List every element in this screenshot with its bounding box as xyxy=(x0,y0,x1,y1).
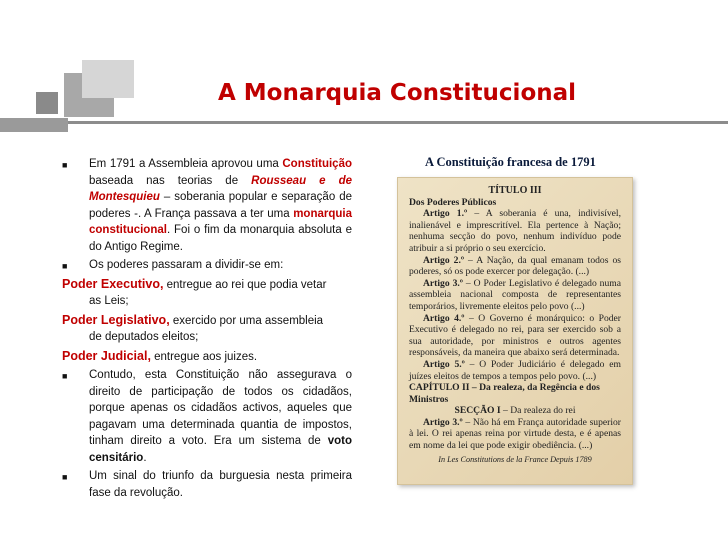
document-caption: A Constituição francesa de 1791 xyxy=(425,155,596,169)
decoration-bar xyxy=(0,118,68,132)
decoration-line xyxy=(68,121,728,124)
bullet-square-icon xyxy=(62,469,72,486)
bullet-bourgeoisie: ■ Um sinal do triunfo da burguesia nesta primeira fase da revolução. xyxy=(62,468,352,501)
doc-chapter-2: CAPÍTULO II – Da realeza, da Regência e dos Ministros xyxy=(409,382,600,405)
doc-article-3b: Artigo 3.º – Não há em França autoridade superior à lei. O rei apenas reina por virtude desta, e é apenas em nome da lei que pode exigir obediência. (...) xyxy=(409,416,622,452)
doc-article-5: Artigo 5.º – O Poder Judiciário é delegado em juízes eleitos de tempos a tempos pelo povo. (...) xyxy=(409,358,621,382)
slide-body xyxy=(62,156,352,503)
bullet-census-vote: ■ Contudo, esta Constituição não assegurava o direito de participação de todos os cidadãos, porque apenas os cidadãos activos, aqueles que pagavam uma determinada quantia de impostos, tinham direito a voto. Era um sistema de voto censitário. xyxy=(62,367,352,466)
bullet-powers: ■ Os poderes passaram a dividir-se em: xyxy=(62,257,352,274)
doc-article-1: Artigo 1.º – A soberania é una, indivisível, inalienável e imprescritível. Ela pertence à Nação; nenhuma secção do povo, nenhum indivíduo pode atribuir a si próprio o seu exercício. xyxy=(409,208,621,254)
doc-article-4: Artigo 4.º – O Governo é monárquico: o Poder Executivo é delegado no rei, para ser exercido sob a sua autoridade, por ministros e outros agentes responsáveis, da maneira que abaixo será determinada. xyxy=(409,312,621,359)
power-legislativo: Poder Legislativo, exercido por uma assembleia de deputados eleitos; xyxy=(62,312,324,343)
bullet-square-icon xyxy=(62,258,72,275)
doc-section-1: SECÇÃO I – Da realeza do rei xyxy=(454,405,576,417)
bullet-square-icon xyxy=(62,157,72,174)
doc-heading: Dos Poderes Públicos xyxy=(409,196,497,208)
constitution-document-image xyxy=(397,177,633,485)
doc-source: In Les Constitutions de la France Depuis 1789 xyxy=(438,454,592,464)
doc-article-3: Artigo 3.º – O Poder Legislativo é delegado numa assembleia nacional composta de representantes temporários, livremente eleitos pelo povo (...) xyxy=(409,277,621,312)
power-executivo: Poder Executivo, entregue ao rei que podia vetar as Leis; xyxy=(62,276,327,307)
bullet-square-icon xyxy=(62,368,72,385)
power-judicial: Poder Judicial, entregue aos juizes. xyxy=(62,348,258,363)
slide-title: A Monarquia Constitucional xyxy=(217,80,577,106)
monarquia-term: monarquia constitucional xyxy=(89,207,352,236)
constituicao-term: Constituição xyxy=(282,158,352,170)
doc-article-2: Artigo 2.º – A Nação, da qual emanam todos os poderes, só os pode exercer por delegação. (...) xyxy=(409,254,622,278)
voto-term: voto censitário xyxy=(89,435,352,464)
doc-titulo: TÍTULO III xyxy=(488,185,542,196)
title-decoration xyxy=(0,0,728,140)
bullet-constitution: ■ Em 1791 a Assembleia aprovou uma Constituição baseada nas teorias de Rousseau e de Montesquieu – soberania popular e separação de poderes -. A França passava a ter uma monarquia constitucional. Foi o fim da monarquia absoluta e do Antigo Regime. xyxy=(62,156,352,255)
authors-term: Rousseau e de Montesquieu xyxy=(89,174,352,203)
